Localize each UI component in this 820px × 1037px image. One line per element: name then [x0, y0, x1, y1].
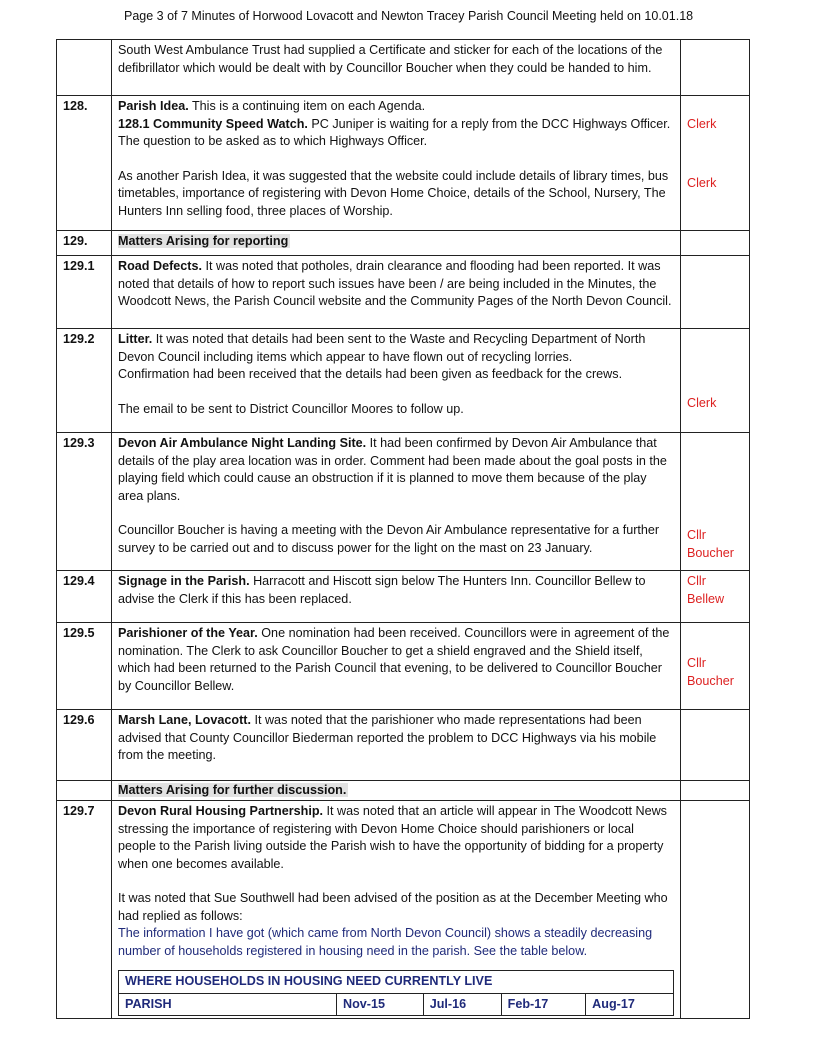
- item-text: The email to be sent to District Councillor Moores to follow up.: [118, 401, 464, 416]
- table-row: [57, 801, 750, 1019]
- table-row: [57, 329, 750, 433]
- item-title: Parishioner of the Year.: [118, 626, 258, 640]
- item-number: [57, 781, 112, 801]
- table-row: [57, 571, 750, 623]
- action-owner: Clerk: [687, 117, 717, 131]
- item-number: 129.4: [57, 571, 112, 623]
- item-title: Marsh Lane, Lovacott.: [118, 713, 251, 727]
- item-content: [112, 710, 681, 781]
- item-text: It was noted that the parishioner who made representations had been advised that County Councillor Biederman reported the problem to DCC Highways via his mobile from the meeting.: [118, 713, 657, 762]
- item-title: Devon Air Ambulance Night Landing Site.: [118, 436, 367, 450]
- housing-table-header: Jul-16: [423, 993, 501, 1016]
- item-text: One nomination had been received. Councillors were in agreement of the nomination. The Clerk to ask Councillor Boucher to get a shield engraved and the Shield itself, which had been returned to the Parish Council that evening, to be delivered to Councillor Boucher by Councillor Bellew.: [118, 626, 670, 693]
- item-number: 129.: [57, 231, 112, 256]
- action-owner: Cllr Bellew: [687, 574, 725, 606]
- item-text: It was noted that an article will appear in The Woodcott News stressing the importance of registering with Devon Home Choice should parishioners or local people to the Parish living outside the Parish wish to have the opportunity of bidding for a property when one becomes available.: [118, 804, 667, 871]
- action-cell: [681, 571, 750, 623]
- item-title: Parish Idea.: [118, 99, 189, 113]
- action-cell: [681, 801, 750, 1019]
- table-row: [57, 781, 750, 801]
- item-title: Road Defects.: [118, 259, 202, 273]
- quoted-reply: The information I have got (which came from North Devon Council) shows a steadily decreasing number of households registered in housing need in the parish. See the table below.: [118, 926, 653, 958]
- action-owner-line: Cllr: [687, 656, 706, 670]
- page-header: Page 3 of 7 Minutes of Horwood Lovacott and Newton Tracey Parish Council Meeting held on 10.01.18: [124, 9, 694, 23]
- item-content: [112, 329, 681, 433]
- item-title: Devon Rural Housing Partnership.: [118, 804, 324, 818]
- table-row: [57, 40, 750, 96]
- action-cell: [681, 329, 750, 433]
- item-title: Litter.: [118, 332, 153, 346]
- table-row: [57, 433, 750, 571]
- item-content: [112, 40, 681, 96]
- item-number: 128.: [57, 96, 112, 231]
- item-text: It was noted that details had been sent to the Waste and Recycling Department of North Devon Council including items which appear to have flown out of recycling lorries.: [118, 332, 646, 364]
- item-content: [112, 571, 681, 623]
- item-text: It had been confirmed by Devon Air Ambulance that details of the play area location was in order. Comment had been made about the goal posts in the playing field which could cause an obstruction if it is planned to move them because of the play area plans.: [118, 436, 667, 503]
- action-owner: Clerk: [687, 396, 717, 410]
- item-content: [112, 96, 681, 231]
- item-number: 129.5: [57, 623, 112, 710]
- housing-table-title: WHERE HOUSEHOLDS IN HOUSING NEED CURRENTLY LIVE: [119, 971, 674, 994]
- section-heading: Matters Arising for further discussion.: [118, 783, 347, 797]
- item-title: Signage in the Parish.: [118, 574, 250, 588]
- item-content: [112, 433, 681, 571]
- action-owner-line: Boucher: [687, 673, 734, 688]
- minutes-table: [56, 39, 750, 1019]
- item-text: Confirmation had been received that the details had been given as feedback for the crews.: [118, 367, 623, 381]
- housing-table-header: Feb-17: [501, 993, 586, 1016]
- item-number: [57, 40, 112, 96]
- table-row: [57, 96, 750, 231]
- action-cell: [681, 96, 750, 231]
- item-content: [112, 801, 681, 1019]
- item-number: 129.7: [57, 801, 112, 1019]
- item-text: Harracott and Hiscott sign below The Hunters Inn. Councillor Bellew to advise the Clerk if this has been replaced.: [118, 574, 646, 606]
- item-content: [112, 231, 681, 256]
- action-cell: [681, 256, 750, 329]
- table-row: [57, 231, 750, 256]
- action-owner: Clerk: [687, 175, 717, 190]
- sub-item-title: 128.1 Community Speed Watch.: [118, 116, 308, 131]
- item-text: Councillor Boucher is having a meeting with the Devon Air Ambulance representative for a further survey to be carried out and to discuss power for the light on the mast on 23 January.: [118, 523, 660, 555]
- housing-need-table: [118, 970, 674, 1016]
- housing-table-header: Aug-17: [586, 993, 674, 1016]
- item-number: 129.2: [57, 329, 112, 433]
- action-cell: [681, 710, 750, 781]
- housing-table-header: PARISH: [119, 993, 337, 1016]
- item-number: 129.3: [57, 433, 112, 571]
- table-row: [57, 623, 750, 710]
- section-heading: Matters Arising for reporting: [118, 234, 289, 248]
- action-cell: [681, 433, 750, 571]
- item-text: As another Parish Idea, it was suggested that the website could include details of library times, bus timetables, importance of registering with Devon Home Choice, details of the School, Nursery, The Hunters Inn selling food, three places of Worship.: [118, 168, 669, 218]
- item-content: [112, 256, 681, 329]
- action-owner-line: Boucher: [687, 545, 734, 560]
- item-content: [112, 781, 681, 801]
- action-owner-line: Cllr: [687, 528, 706, 542]
- item-number: 129.6: [57, 710, 112, 781]
- item-text: It was noted that potholes, drain clearance and flooding had been reported. It was noted that details of how to report such issues have been / are being included in the Minutes, the Woodcott News, the Parish Council website and the Community Pages of the North Devon Council.: [118, 259, 672, 308]
- action-cell: [681, 623, 750, 710]
- table-row: [57, 710, 750, 781]
- housing-table-header: Nov-15: [337, 993, 424, 1016]
- action-cell: [681, 231, 750, 256]
- item-content: [112, 623, 681, 710]
- sub-item-text: PC Juniper is waiting for a reply from the DCC Highways Officer. The question to be asked as to which Highways Officer.: [118, 116, 671, 148]
- item-text: This is a continuing item on each Agenda.: [188, 99, 426, 113]
- table-row: [57, 256, 750, 329]
- action-cell: [681, 40, 750, 96]
- item-number: 129.1: [57, 256, 112, 329]
- action-cell: [681, 781, 750, 801]
- item-text: It was noted that Sue Southwell had been advised of the position as at the December Meeting who had replied as follows:: [118, 891, 668, 923]
- item-text: South West Ambulance Trust had supplied a Certificate and sticker for each of the locations of the defibrillator which would be dealt with by Councillor Boucher when they could be handed to him.: [118, 43, 663, 75]
